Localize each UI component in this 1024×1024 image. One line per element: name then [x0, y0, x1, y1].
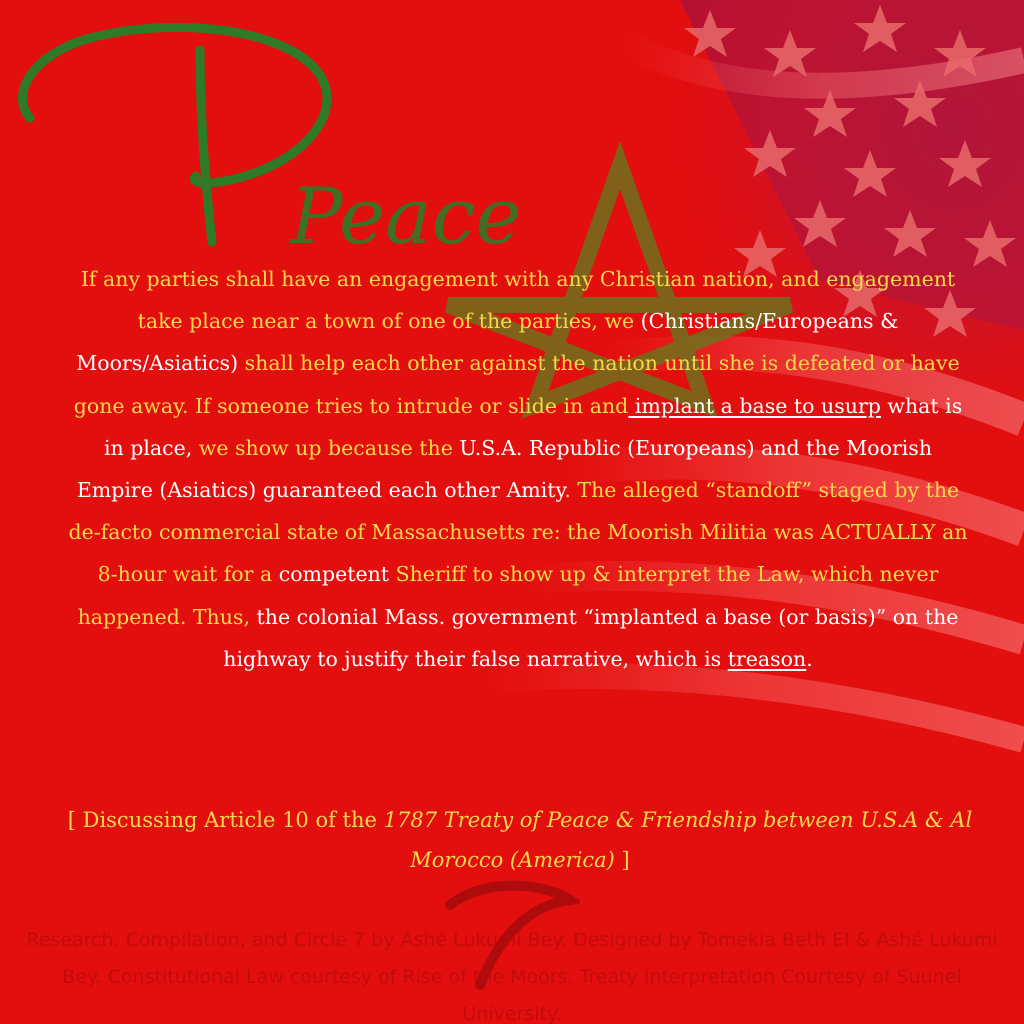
title-text: Peace [290, 172, 522, 262]
text-segment: Sheriff to show up & interpret the Law, which never happened. Thus, [77, 562, 939, 629]
text-segment-highlight: (Christians/Europeans & Moors/Asiatics) [76, 309, 899, 376]
credits: Research, Compilation, and Circle 7 by Ashé Lukumi Bey. Designed by Tomekia Beth El & Ashé Lukumi Bey. Constitutional Law courtesy of Rise of the Moors. Treaty Interpretation Courtesy of Suunel University. [26, 929, 998, 1024]
text-segment: shall help each other against the nation until she is defeated or have gone away. If someone tries to intrude or slide in and [73, 351, 960, 418]
main-paragraph [68, 258, 968, 680]
text-underlined: implant a base to usurp [628, 393, 881, 418]
caption-treaty-title: 1787 Treaty of Peace & Friendship between U.S.A & Al Morocco (America) [383, 808, 973, 872]
caption-pre: [ Discussing Article 10 of the [67, 808, 384, 832]
text-segment-highlight: what is in place, [103, 393, 963, 460]
text-underlined: treason [727, 646, 807, 671]
text-segment: If any parties shall have an engagement with any Christian nation, and engagement take place near a town of one of the parties, we [80, 267, 956, 334]
flag-stripe [480, 676, 1024, 740]
text-segment: we show up because the [198, 435, 460, 460]
title-peace [0, 0, 1024, 300]
text-segment-highlight: competent [278, 562, 390, 587]
caption [60, 800, 980, 880]
caption-post: ] [614, 848, 630, 872]
text-segment-highlight: . [806, 646, 813, 671]
text-segment-highlight: U.S.A. Republic (Europeans) and the Moorish Empire (Asiatics) guaranteed each other Amity [76, 435, 933, 503]
text-segment-highlight: the colonial Mass. government “implanted a base (or basis)” on the highway to justify their false narrative, which is [223, 604, 959, 671]
text-segment: . The alleged “standoff” staged by the de-facto commercial state of Massachusetts re: the Moorish Militia was ACTUALLY an 8-hour wait for a [68, 478, 968, 587]
